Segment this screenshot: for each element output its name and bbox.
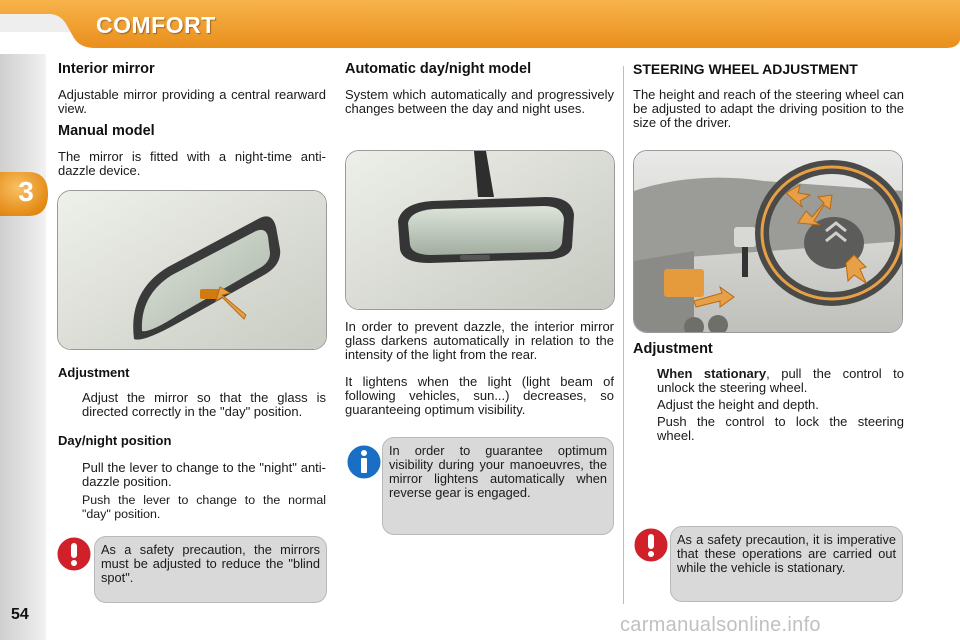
side-strip bbox=[0, 54, 46, 640]
list-item bbox=[58, 391, 326, 419]
intro-text-block bbox=[345, 88, 614, 116]
warning-icon bbox=[56, 536, 92, 572]
daynight-title: Day/night position bbox=[58, 433, 172, 448]
list-item-bold: When stationary bbox=[657, 366, 767, 381]
manual-heading-block bbox=[58, 124, 326, 138]
header-bar bbox=[0, 0, 960, 54]
intro-text: The height and reach of the steering wheel can be adjusted to adapt the driving position to the size of the driver. bbox=[633, 87, 905, 130]
column-steering-wheel bbox=[633, 62, 904, 76]
list-item-text: , pull the control to unlock the steering wheel. bbox=[657, 366, 905, 395]
section-title: Automatic day/night model bbox=[345, 61, 532, 77]
manual-model-text: The mirror is fitted with a night-time anti-dazzle device. bbox=[58, 149, 326, 178]
warning-note-text: As a safety precaution, it is imperative that these operations are carried out while the vehicle is stationary. bbox=[677, 532, 896, 575]
intro-text-block bbox=[58, 88, 326, 116]
list-item-text: Push the control to lock the steering wheel. bbox=[657, 414, 904, 443]
dashboard-display bbox=[664, 269, 704, 297]
section-title: STEERING WHEEL ADJUSTMENT bbox=[633, 61, 858, 77]
para2-block bbox=[345, 375, 614, 417]
adjustment-heading-block bbox=[58, 366, 326, 380]
daynight-list bbox=[58, 461, 326, 521]
section-title: Interior mirror bbox=[58, 61, 155, 77]
list-item-text: Adjust the height and depth. bbox=[657, 397, 819, 412]
list-item bbox=[58, 493, 326, 521]
warning-note bbox=[94, 536, 327, 603]
list-item bbox=[633, 415, 904, 443]
list-item-text: Pull the lever to change to the "night" anti-dazzle position. bbox=[82, 460, 326, 489]
manual-text-block bbox=[58, 150, 326, 178]
para1-text: In order to prevent dazzle, the interior mirror glass darkens automatically in relation to the intensity of the light from the rear. bbox=[345, 319, 614, 362]
manual-mirror-photo bbox=[57, 190, 327, 350]
info-note-text: In order to guarantee optimum visibility during your manoeuvres, the mirror lightens automatically when reverse gear is engaged. bbox=[389, 443, 607, 500]
adjustment-title: Adjustment bbox=[633, 341, 713, 357]
list-item-text: Push the lever to change to the normal "day" position. bbox=[82, 493, 326, 521]
intro-text: System which automatically and progressively changes between the day and night uses. bbox=[345, 87, 614, 116]
manual-model-title: Manual model bbox=[58, 123, 155, 139]
info-note bbox=[382, 437, 614, 535]
list-item bbox=[58, 461, 326, 489]
column-divider bbox=[623, 66, 624, 604]
page-title: COMFORT bbox=[96, 12, 216, 38]
daynight-heading-block bbox=[58, 434, 326, 448]
para1-block bbox=[345, 320, 614, 362]
info-icon bbox=[346, 444, 382, 480]
steering-wheel-photo bbox=[633, 150, 903, 333]
adjustment-title: Adjustment bbox=[58, 365, 130, 380]
adjustment-heading-block bbox=[633, 342, 904, 356]
column-automatic-mirror bbox=[345, 62, 614, 76]
para2-text: It lightens when the light (light beam of following vehicles, sun...) decreases, so guaranteeing optimum visibility. bbox=[345, 374, 614, 417]
warning-note bbox=[670, 526, 903, 602]
list-item-text: Adjust the mirror so that the glass is directed correctly in the "day" position. bbox=[82, 390, 326, 419]
intro-text: Adjustable mirror providing a central rearward view. bbox=[58, 87, 326, 116]
list-item bbox=[633, 398, 904, 412]
watermark: carmanualsonline.info bbox=[620, 614, 821, 636]
intro-text-block bbox=[633, 88, 904, 130]
adjustment-list bbox=[58, 391, 326, 419]
warning-icon bbox=[633, 527, 669, 563]
list-item bbox=[633, 367, 904, 395]
warning-note-text: As a safety precaution, the mirrors must be adjusted to reduce the "blind spot". bbox=[101, 542, 320, 585]
column-interior-mirror bbox=[58, 62, 326, 76]
chapter-number: 3 bbox=[18, 176, 34, 207]
automatic-mirror-photo bbox=[345, 150, 615, 310]
steering-adjustment-list bbox=[633, 367, 904, 443]
page-number: 54 bbox=[11, 606, 29, 623]
